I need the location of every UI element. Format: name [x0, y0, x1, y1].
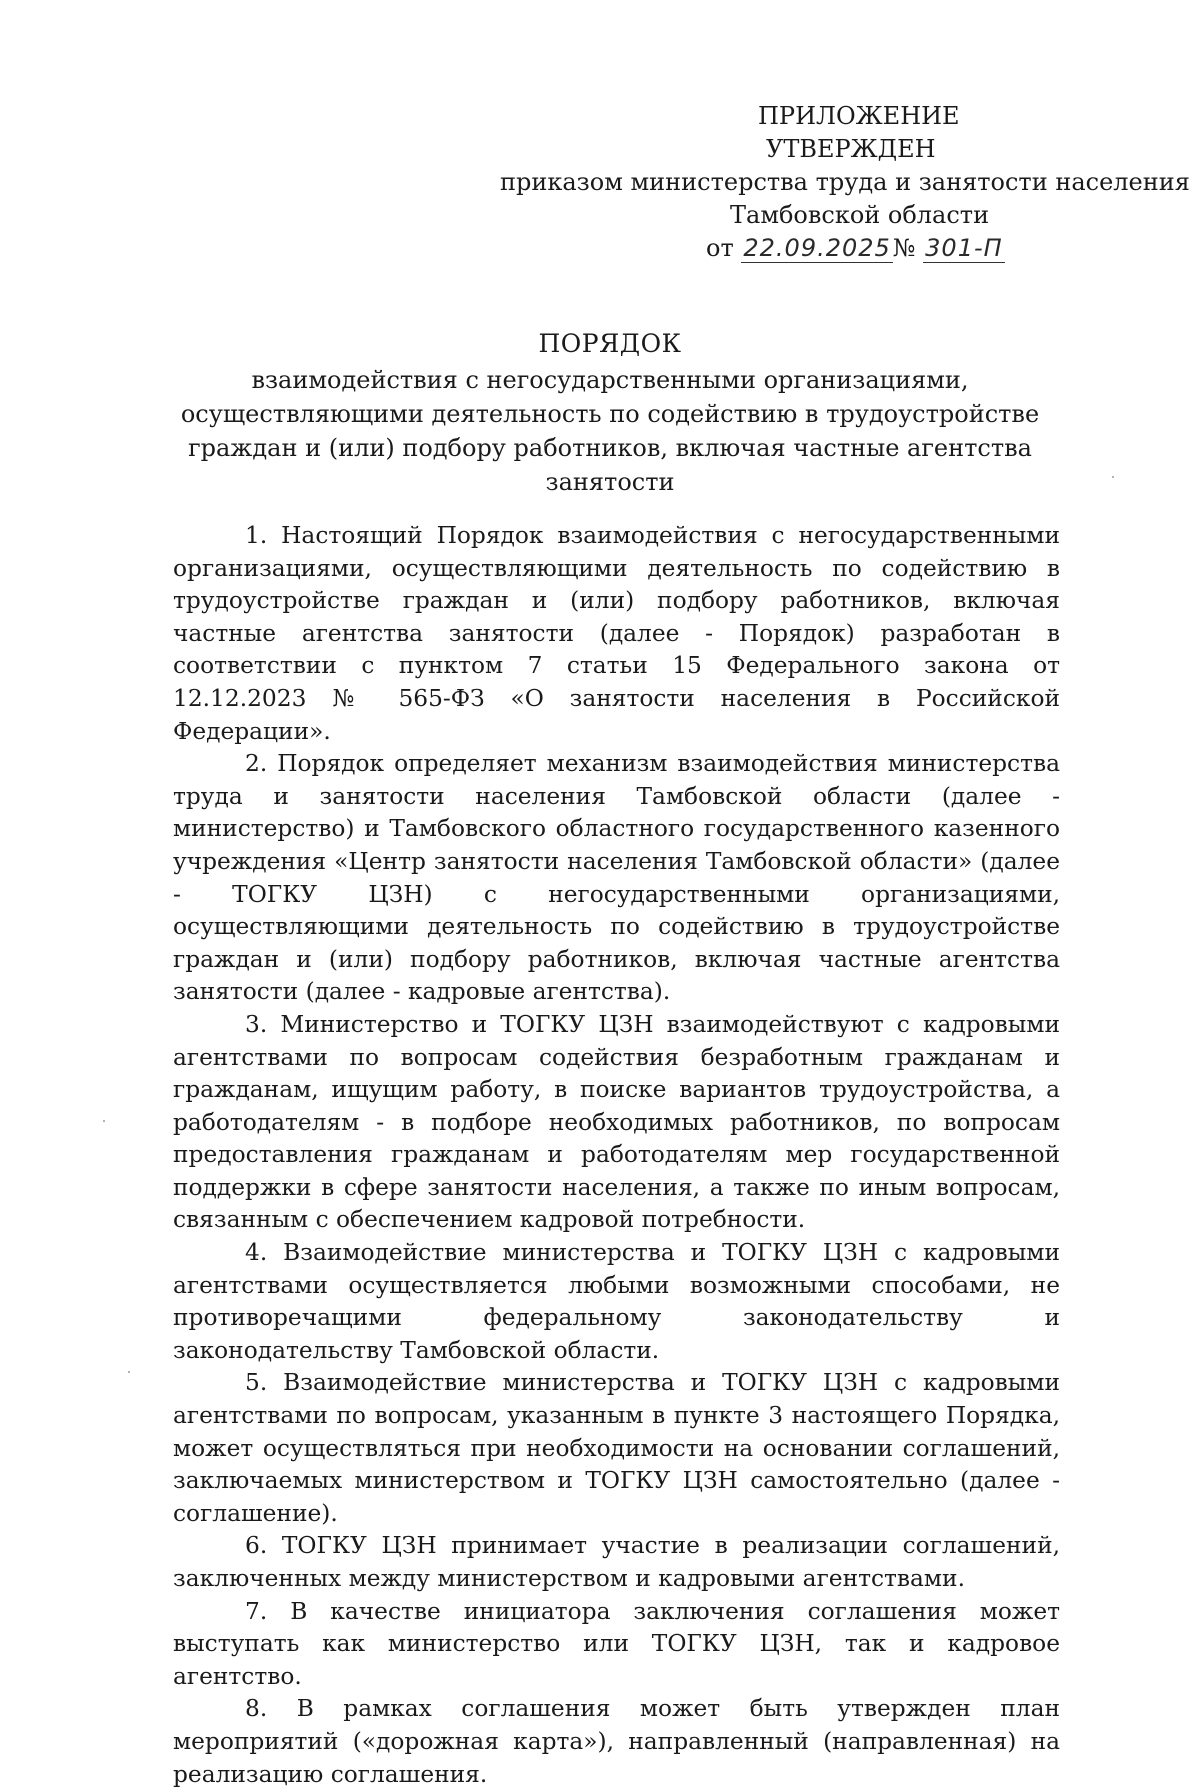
approval-block: [500, 100, 1190, 265]
paragraph-5: 5. Взаимодействие министерства и ТОГКУ ЦЗН с кадровыми агентствами по вопросам, указанным в пункте 3 настоящего Порядка, может осуществляться при необходимости на основании соглашений, заключаемых министерством и ТОГКУ ЦЗН самостоятельно (далее - соглашение).: [173, 1369, 1060, 1527]
paragraph-6: 6. ТОГКУ ЦЗН принимает участие в реализации соглашений, заключенных между министерством и кадровыми агентствами.: [173, 1532, 1060, 1592]
order-line: приказом министерства труда и занятости населения: [500, 168, 1190, 196]
paragraph-2: 2. Порядок определяет механизм взаимодействия министерства труда и занятости населения Тамбовской области (далее - министерство) и Тамбовского областного государственного казенного учреждения «Центр занятости населения Тамбовской области» (далее - ТОГКУ ЦЗН) с негосударственными организациями, осуществляющими деятельность по содействию в трудоустройстве граждан и (или) подбору работников, включая частные агентства занятости (далее - кадровые агентства).: [173, 750, 1060, 1006]
paragraph-4: 4. Взаимодействие министерства и ТОГКУ ЦЗН с кадровыми агентствами осуществляется любыми возможными способами, не противоречащими федеральному законодательству и законодательству Тамбовской области.: [173, 1239, 1060, 1364]
document-subtitle: взаимодействия с негосударственными организациями, осуществляющими деятельность по содействию в трудоустройстве граждан и (или) подбору работников, включая частные агентства занятости: [180, 366, 1040, 496]
region-line: Тамбовской области: [730, 201, 990, 229]
document-body: [173, 520, 1060, 1791]
handwritten-date: 22.09.2025: [743, 234, 891, 262]
paragraph-7: 7. В качестве инициатора заключения соглашения может выступать как министерство или ТОГКУ ЦЗН, так и кадровое агентство.: [173, 1597, 1060, 1690]
approved-heading: УТВЕРЖДЕН: [766, 135, 936, 163]
date-prefix: от: [706, 234, 734, 262]
date-number-line: [500, 232, 1140, 265]
number-sign: №: [892, 234, 916, 262]
paragraph-8: 8. В рамках соглашения может быть утвержден план мероприятий («дорожная карта»), направленный (направленная) на реализацию соглашения.: [173, 1695, 1060, 1788]
scan-speck: [103, 1120, 105, 1122]
title-block: [180, 327, 1040, 499]
paragraph-1: 1. Настоящий Порядок взаимодействия с негосударственными организациями, осуществляющими деятельность по содействию в трудоустройстве граждан и (или) подбору работников, включая частные агентства занятости (далее - Порядок) разработан в соответствии с пунктом 7 статьи 15 Федерального закона от 12.12.2023 № 565-ФЗ «О занятости населения в Российской Федерации».: [173, 522, 1060, 745]
scan-speck: [128, 1371, 130, 1373]
scan-speck: [1112, 476, 1114, 478]
paragraph-3: 3. Министерство и ТОГКУ ЦЗН взаимодействуют с кадровыми агентствами по вопросам содействия безработным гражданам и гражданам, ищущим работу, в поиске вариантов трудоустройства, а работодателям - в подборе необходимых работников, по вопросам предоставления гражданам и работодателям мер государственной поддержки в сфере занятости населения, а также по иным вопросам, связанным с обеспечением кадровой потребности.: [173, 1010, 1060, 1234]
handwritten-number: 301-П: [925, 234, 1003, 262]
appendix-heading: ПРИЛОЖЕНИЕ: [758, 102, 960, 130]
document-title: ПОРЯДОК: [538, 329, 682, 358]
